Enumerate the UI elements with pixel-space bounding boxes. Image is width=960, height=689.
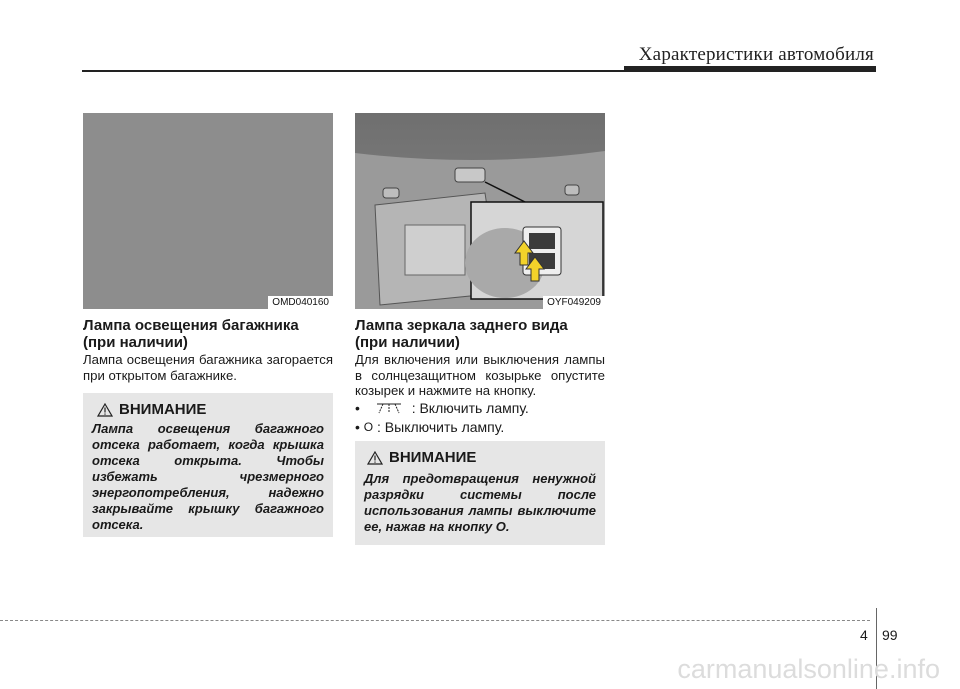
trunk-lamp-image [83,113,333,309]
vanity-lamp-title [355,317,605,351]
footer-chapter-number: 4 [860,627,868,643]
bullet-dot: • [355,419,364,435]
image-code-label: OMD040160 [268,296,333,309]
trunk-lamp-body: Лампа освещения багажника загорается при открытом багажнике. [83,352,333,383]
warning-triangle-icon [367,451,383,465]
lamp-on-icon [372,402,406,414]
bullet-lamp-off [355,419,504,435]
vanity-lamp-image [355,113,605,309]
trunk-warning-text: Лампа освещения багажного отсека работает, когда крышка отсека открыта. Чтобы избежать чрезмерного энергопотребления, надежно закрывайте крышку багажного отсека. [92,421,324,532]
bullet-lamp-on-text: : Включить лампу. [411,400,529,416]
page-header-title: Характеристики автомобиля [638,44,874,65]
watermark-text: carmanualsonline.info [677,654,940,684]
bullet-lamp-on [355,400,529,416]
vanity-lamp-title-line1: Лампа зеркала заднего вида [355,317,568,334]
trunk-lamp-title [83,317,333,351]
vanity-warning-box [355,441,605,545]
vanity-warning-text: Для предотвращения ненужной разрядки системы после использования лампы выключите ее, нажав на кнопку O. [364,471,596,534]
bullet-lamp-off-text: : Выключить лампу. [377,419,505,435]
vanity-warning-title: ВНИМАНИЕ [389,449,477,466]
vanity-lamp-body: Для включения или выключения лампы в солнцезащитном козырьке опустите козырек и нажмите на кнопку. [355,352,605,398]
image-code-label: OYF049209 [543,296,605,309]
trunk-warning-box [83,393,333,537]
trunk-lamp-title-line2: (при наличии) [83,334,188,351]
sun-visor-illustration [355,113,605,309]
footer-page-number: 99 [882,627,898,643]
footer-dashed-rule [0,620,870,621]
warning-triangle-icon [97,403,113,417]
trunk-warning-header [97,401,206,418]
trunk-lamp-title-line1: Лампа освещения багажника [83,317,299,334]
header-rule-accent [624,66,876,71]
vanity-warning-header [367,449,476,466]
lamp-off-symbol: O [363,420,374,434]
trunk-warning-title: ВНИМАНИЕ [119,401,207,418]
vanity-lamp-title-line2: (при наличии) [355,334,460,351]
bullet-dot: • [355,400,368,416]
